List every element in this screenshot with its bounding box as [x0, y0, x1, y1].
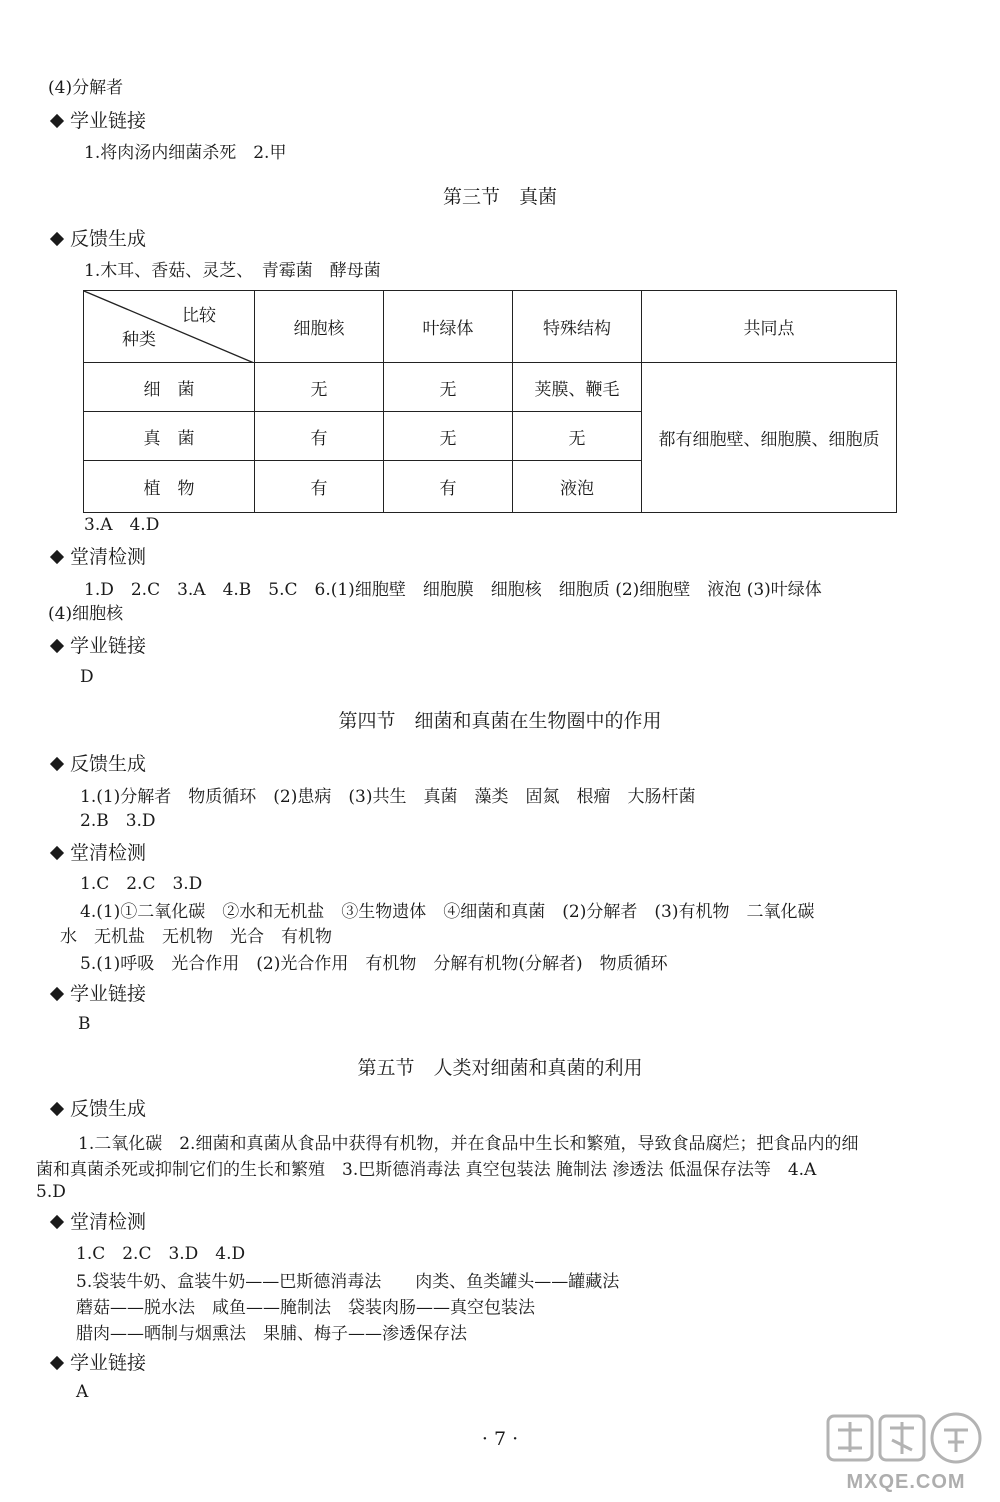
table-cell: 无	[384, 412, 513, 461]
table-cell: 植 物	[84, 461, 255, 513]
diamond-bullet-icon	[50, 550, 64, 564]
diamond-bullet-icon	[50, 757, 64, 771]
section-heading-fankui	[48, 1096, 146, 1122]
heading-label: 学业链接	[70, 635, 147, 657]
comparison-table	[83, 290, 897, 513]
answer-line: 1.(1)分解者 物质循环 (2)患病 (3)共生 真菌 藻类 固氮 根瘤 大肠杆菌	[80, 787, 696, 807]
heading-label: 学业链接	[70, 1352, 147, 1374]
answer-line: 5.袋装牛奶、盒装牛奶——巴斯德消毒法 肉类、鱼类罐头——罐藏法	[76, 1272, 620, 1292]
section-heading-xueye	[48, 108, 146, 134]
table-header-cell: 叶绿体	[384, 291, 513, 363]
answer-line: 3.A 4.D	[84, 515, 160, 535]
table-cell: 细 菌	[84, 363, 255, 412]
table-cell: 荚膜、鞭毛	[513, 363, 642, 412]
diamond-bullet-icon	[50, 639, 64, 653]
answer-line: 水 无机盐 无机物 光合 有机物	[60, 927, 332, 947]
diamond-bullet-icon	[50, 1102, 64, 1116]
table-header-cell: 细胞核	[255, 291, 384, 363]
answer-line: 5.D	[36, 1182, 66, 1202]
answer-line: 2.B 3.D	[80, 811, 156, 831]
answer-line: D	[80, 667, 94, 687]
table-cell: 有	[255, 461, 384, 513]
answer-line: 1.D 2.C 3.A 4.B 5.C 6.(1)细胞壁 细胞膜 细胞核 细胞质 (2)细胞壁 液泡 (3)叶绿体	[84, 580, 822, 600]
diamond-bullet-icon	[50, 1356, 64, 1370]
answer-line: (4)分解者	[48, 78, 124, 98]
table-cell: 有	[384, 461, 513, 513]
answer-line: A	[76, 1382, 89, 1402]
answer-line: 1.将肉汤内细菌杀死 2.甲	[84, 143, 287, 163]
table-cell: 无	[255, 363, 384, 412]
watermark-logo	[822, 1410, 990, 1496]
section-title: 第四节 细菌和真菌在生物圈中的作用	[338, 710, 662, 732]
answer-line: 蘑菇——脱水法 咸鱼——腌制法 袋装肉肠——真空包装法	[76, 1298, 535, 1318]
svg-text:MXQE.COM: MXQE.COM	[846, 1471, 966, 1493]
answer-line: 1.C 2.C 3.D	[80, 874, 203, 894]
section-heading-tangqing	[48, 840, 146, 866]
table-header-cell: 特殊结构	[513, 291, 642, 363]
heading-label: 反馈生成	[70, 228, 147, 250]
answer-line: 菌和真菌杀死或抑制它们的生长和繁殖 3.巴斯德消毒法 真空包装法 腌制法 渗透法 低温保存法等 4.A	[36, 1160, 817, 1180]
heading-label: 学业链接	[70, 983, 147, 1005]
answer-line: 5.(1)呼吸 光合作用 (2)光合作用 有机物 分解有机物(分解者) 物质循环	[80, 954, 668, 974]
heading-label: 堂清检测	[70, 1211, 147, 1233]
answer-line: 1.C 2.C 3.D 4.D	[76, 1244, 246, 1264]
table-corner-cell	[84, 291, 255, 363]
table-row	[84, 363, 897, 412]
heading-label: 反馈生成	[70, 753, 147, 775]
heading-label: 学业链接	[70, 110, 147, 132]
table-cell: 真 菌	[84, 412, 255, 461]
diamond-bullet-icon	[50, 846, 64, 860]
section-heading-tangqing	[48, 544, 146, 570]
diamond-bullet-icon	[50, 232, 64, 246]
answer-line: 腊肉——晒制与烟熏法 果脯、梅子——渗透保存法	[76, 1324, 467, 1344]
page-number: · 7 ·	[481, 1428, 519, 1450]
corner-diagonal-line	[84, 291, 254, 363]
section-heading-tangqing	[48, 1209, 146, 1235]
table-header-cell: 共同点	[642, 291, 897, 363]
table-cell: 有	[255, 412, 384, 461]
section-heading-xueye	[48, 1350, 146, 1376]
table-cell: 无	[513, 412, 642, 461]
section-heading-fankui	[48, 226, 146, 252]
answer-line: B	[78, 1014, 91, 1034]
heading-label: 堂清检测	[70, 842, 147, 864]
diamond-bullet-icon	[50, 987, 64, 1001]
watermark-logo-icon	[822, 1410, 990, 1496]
diamond-bullet-icon	[50, 114, 64, 128]
table-cell: 液泡	[513, 461, 642, 513]
diamond-bullet-icon	[50, 1215, 64, 1229]
table-common-cell: 都有细胞壁、细胞膜、细胞质	[642, 363, 897, 513]
answer-line: 1.木耳、香菇、灵芝、 青霉菌 酵母菌	[84, 261, 381, 281]
answer-line: 1.二氧化碳 2.细菌和真菌从食品中获得有机物，并在食品中生长和繁殖，导致食品腐烂；把食品内的细	[78, 1134, 859, 1154]
answer-line: (4)细胞核	[48, 604, 124, 624]
heading-label: 反馈生成	[70, 1098, 147, 1120]
corner-label-top: 比较	[182, 306, 216, 326]
section-heading-xueye	[48, 633, 146, 659]
heading-label: 堂清检测	[70, 546, 147, 568]
corner-label-bottom: 种类	[122, 330, 156, 350]
section-title: 第五节 人类对细菌和真菌的利用	[357, 1057, 643, 1079]
table-cell: 无	[384, 363, 513, 412]
section-title: 第三节 真菌	[442, 186, 557, 208]
answer-line: 4.(1)①二氧化碳 ②水和无机盐 ③生物遗体 ④细菌和真菌 (2)分解者 (3)有机物 二氧化碳	[80, 902, 815, 922]
section-heading-fankui	[48, 751, 146, 777]
section-heading-xueye	[48, 981, 146, 1007]
